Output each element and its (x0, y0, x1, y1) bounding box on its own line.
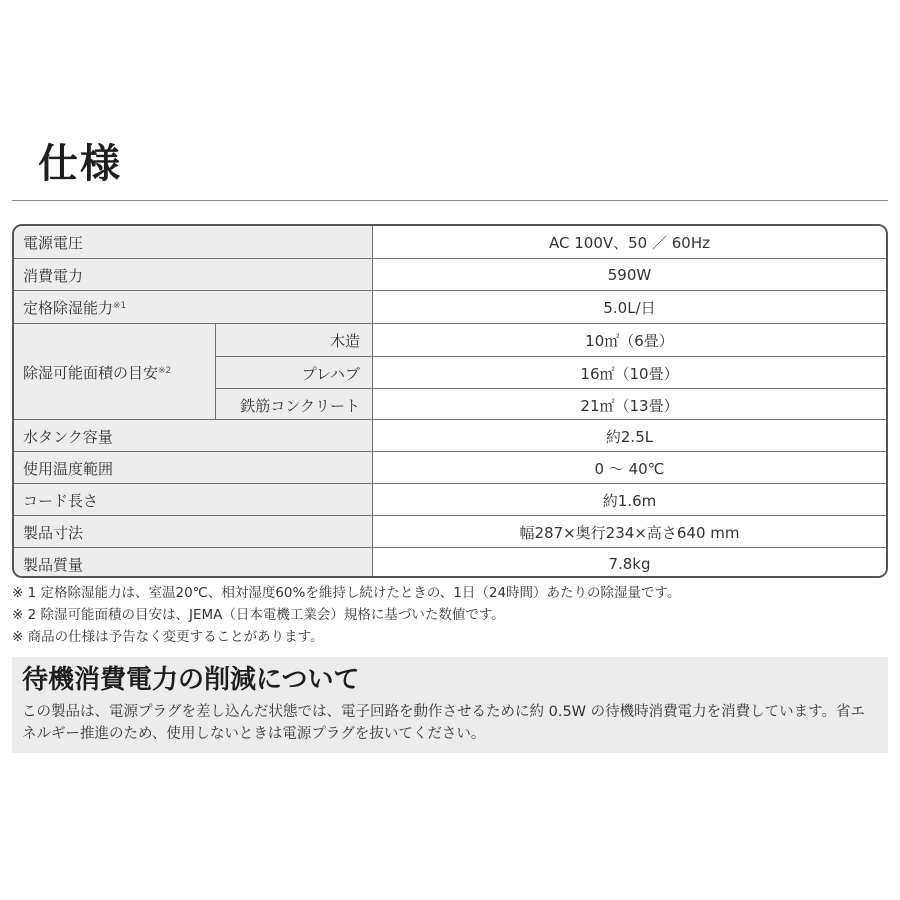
footnote: ※ 2 除湿可能面積の目安は、JEMA（日本電機工業会）規格に基づいた数値です。 (12, 607, 505, 623)
table-row (14, 258, 886, 291)
standby-power-text: この製品は、電源プラグを差し込んだ状態では、電子回路を動作させるために約 0.5W の待機時消費電力を消費しています。省エネルギー推進のため、使用しないときは電源プラグを抜いてください。 (22, 704, 865, 742)
row-value: 590W (372, 259, 886, 291)
table-row (216, 356, 886, 389)
group-label-text: 除湿可能面積の目安 (23, 363, 159, 382)
table-row (14, 290, 886, 323)
row-value: 0 ～ 40℃ (372, 452, 886, 484)
row-label-text: 定格除湿能力 (23, 298, 114, 317)
row-label: 製品寸法 (14, 516, 372, 548)
sub-row-value: 10㎡（6畳） (372, 324, 886, 356)
note-mark: ※1 (113, 301, 127, 311)
standby-power-section (12, 657, 888, 753)
footnote: ※ 商品の仕様は予告なく変更することがあります。 (12, 629, 324, 645)
row-value: 5.0L/日 (372, 291, 886, 323)
table-row (216, 388, 886, 421)
table-row (14, 451, 886, 484)
row-value: 約1.6m (372, 484, 886, 516)
row-label: コード長さ (14, 484, 372, 516)
title-divider (12, 200, 888, 201)
row-label: 消費電力 (14, 259, 372, 291)
table-row (14, 515, 886, 548)
standby-power-heading: 待機消費電力の削減について (22, 665, 360, 695)
sub-row-label: 木造 (216, 324, 372, 356)
row-value: AC 100V、50 ／ 60Hz (372, 226, 886, 258)
row-value: 7.8kg (372, 548, 886, 578)
sub-row-label: プレハブ (216, 357, 372, 389)
row-label: 使用温度範囲 (14, 452, 372, 484)
footnotes (12, 582, 892, 648)
row-label (14, 291, 372, 323)
row-value: 約2.5L (372, 420, 886, 452)
footnote: ※ 1 定格除湿能力は、室温20℃、相対湿度60%を維持し続けたときの、1日（24時間）あたりの除湿量です。 (12, 585, 681, 601)
row-label: 水タンク容量 (14, 420, 372, 452)
row-value: 幅287×奥行234×高さ640 mm (372, 516, 886, 548)
row-label: 製品質量 (14, 548, 372, 578)
table-row (14, 419, 886, 452)
dehumidify-area-group (14, 323, 886, 420)
table-row (14, 226, 886, 258)
table-row (14, 547, 886, 578)
row-label: 電源電圧 (14, 226, 372, 258)
group-label (14, 324, 216, 420)
sub-row-value: 21㎡（13畳） (372, 389, 886, 421)
note-mark: ※2 (158, 366, 172, 376)
sub-row-value: 16㎡（10畳） (372, 357, 886, 389)
spec-table (12, 224, 888, 578)
sub-row-label: 鉄筋コンクリート (216, 389, 372, 421)
table-row (216, 324, 886, 356)
page-title: 仕様 (38, 141, 122, 187)
table-row (14, 483, 886, 516)
